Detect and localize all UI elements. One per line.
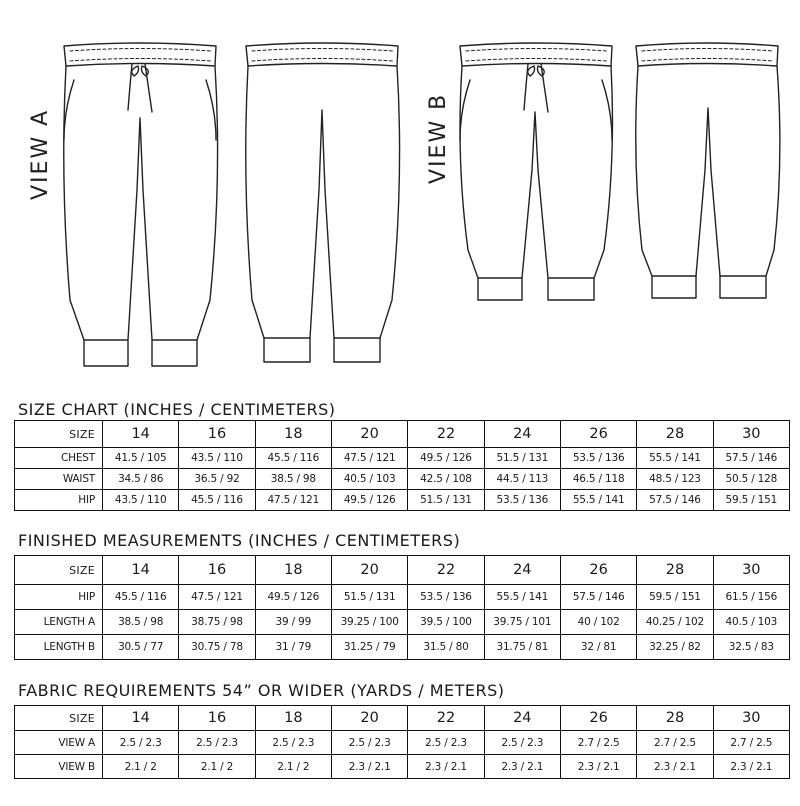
- value-cell: 2.1 / 2: [103, 755, 179, 779]
- row-label: LENGTH A: [15, 610, 103, 635]
- size-cell: 24: [484, 706, 560, 731]
- fabric-requirements-title: FABRIC REQUIREMENTS 54” OR WIDER (YARDS / METERS): [18, 681, 505, 700]
- size-cell: 28: [637, 421, 713, 448]
- value-cell: 49.5 / 126: [331, 490, 407, 511]
- value-cell: 53.5 / 136: [408, 585, 484, 610]
- value-cell: 2.1 / 2: [255, 755, 331, 779]
- value-cell: 51.5 / 131: [408, 490, 484, 511]
- table-row: [15, 448, 790, 469]
- size-cell: 22: [408, 706, 484, 731]
- row-label: VIEW A: [15, 731, 103, 755]
- value-cell: 30.5 / 77: [103, 635, 179, 660]
- view-b-front-drawing: [460, 43, 612, 300]
- value-cell: 2.7 / 2.5: [637, 731, 713, 755]
- value-cell: 2.5 / 2.3: [179, 731, 255, 755]
- row-label: LENGTH B: [15, 635, 103, 660]
- table-row: [15, 469, 790, 490]
- size-cell: 26: [560, 421, 636, 448]
- value-cell: 44.5 / 113: [484, 469, 560, 490]
- value-cell: 57.5 / 146: [560, 585, 636, 610]
- value-cell: 55.5 / 141: [637, 448, 713, 469]
- finished-measurements-title: FINISHED MEASUREMENTS (INCHES / CENTIMETERS): [18, 531, 461, 550]
- row-label: WAIST: [15, 469, 103, 490]
- size-cell: 30: [713, 556, 789, 585]
- value-cell: 32.5 / 83: [713, 635, 789, 660]
- size-cell: 22: [408, 421, 484, 448]
- value-cell: 39.25 / 100: [331, 610, 407, 635]
- size-cell: 30: [713, 421, 789, 448]
- size-cell: 26: [560, 706, 636, 731]
- value-cell: 38.75 / 98: [179, 610, 255, 635]
- value-cell: 39.5 / 100: [408, 610, 484, 635]
- value-cell: 51.5 / 131: [484, 448, 560, 469]
- row-label: SIZE: [15, 706, 103, 731]
- size-cell: 20: [331, 556, 407, 585]
- size-cell: 18: [255, 706, 331, 731]
- row-label: SIZE: [15, 421, 103, 448]
- value-cell: 53.5 / 136: [560, 448, 636, 469]
- value-cell: 49.5 / 126: [408, 448, 484, 469]
- size-cell: 26: [560, 556, 636, 585]
- view-b-back-drawing: [636, 43, 780, 298]
- value-cell: 48.5 / 123: [637, 469, 713, 490]
- value-cell: 45.5 / 116: [103, 585, 179, 610]
- size-cell: 18: [255, 556, 331, 585]
- fabric-requirements-table: [14, 705, 790, 779]
- size-chart-table: [14, 420, 790, 511]
- value-cell: 40.25 / 102: [637, 610, 713, 635]
- size-cell: 16: [179, 421, 255, 448]
- view-a-back-drawing: [246, 43, 400, 362]
- value-cell: 59.5 / 151: [713, 490, 789, 511]
- size-cell: 28: [637, 706, 713, 731]
- size-cell: 24: [484, 556, 560, 585]
- value-cell: 2.5 / 2.3: [255, 731, 331, 755]
- value-cell: 32 / 81: [560, 635, 636, 660]
- value-cell: 50.5 / 128: [713, 469, 789, 490]
- value-cell: 38.5 / 98: [255, 469, 331, 490]
- value-cell: 41.5 / 105: [103, 448, 179, 469]
- value-cell: 31 / 79: [255, 635, 331, 660]
- value-cell: 40.5 / 103: [713, 610, 789, 635]
- value-cell: 32.25 / 82: [637, 635, 713, 660]
- value-cell: 2.3 / 2.1: [713, 755, 789, 779]
- size-cell: 20: [331, 706, 407, 731]
- table-row: [15, 421, 790, 448]
- value-cell: 55.5 / 141: [484, 585, 560, 610]
- size-cell: 20: [331, 421, 407, 448]
- table-row: [15, 635, 790, 660]
- value-cell: 53.5 / 136: [484, 490, 560, 511]
- table-row: [15, 585, 790, 610]
- value-cell: 31.5 / 80: [408, 635, 484, 660]
- size-cell: 28: [637, 556, 713, 585]
- value-cell: 43.5 / 110: [179, 448, 255, 469]
- finished-measurements-table: [14, 555, 790, 660]
- value-cell: 38.5 / 98: [103, 610, 179, 635]
- table-row: [15, 610, 790, 635]
- row-label: VIEW B: [15, 755, 103, 779]
- value-cell: 2.5 / 2.3: [408, 731, 484, 755]
- value-cell: 45.5 / 116: [179, 490, 255, 511]
- value-cell: 40 / 102: [560, 610, 636, 635]
- size-cell: 14: [103, 706, 179, 731]
- value-cell: 2.3 / 2.1: [408, 755, 484, 779]
- value-cell: 61.5 / 156: [713, 585, 789, 610]
- value-cell: 2.3 / 2.1: [637, 755, 713, 779]
- row-label: CHEST: [15, 448, 103, 469]
- value-cell: 59.5 / 151: [637, 585, 713, 610]
- value-cell: 30.75 / 78: [179, 635, 255, 660]
- table-row: [15, 556, 790, 585]
- value-cell: 2.1 / 2: [179, 755, 255, 779]
- size-cell: 22: [408, 556, 484, 585]
- size-cell: 14: [103, 556, 179, 585]
- row-label: HIP: [15, 490, 103, 511]
- value-cell: 2.5 / 2.3: [331, 731, 407, 755]
- value-cell: 43.5 / 110: [103, 490, 179, 511]
- value-cell: 2.3 / 2.1: [484, 755, 560, 779]
- value-cell: 47.5 / 121: [179, 585, 255, 610]
- table-row: [15, 706, 790, 731]
- size-cell: 16: [179, 556, 255, 585]
- value-cell: 2.3 / 2.1: [560, 755, 636, 779]
- value-cell: 49.5 / 126: [255, 585, 331, 610]
- value-cell: 39.75 / 101: [484, 610, 560, 635]
- view-a-label: VIEW A: [28, 108, 53, 200]
- value-cell: 47.5 / 121: [331, 448, 407, 469]
- pants-illustrations: [0, 0, 800, 380]
- value-cell: 57.5 / 146: [713, 448, 789, 469]
- size-cell: 30: [713, 706, 789, 731]
- value-cell: 2.7 / 2.5: [713, 731, 789, 755]
- value-cell: 45.5 / 116: [255, 448, 331, 469]
- size-chart-title: SIZE CHART (INCHES / CENTIMETERS): [18, 400, 336, 419]
- value-cell: 2.7 / 2.5: [560, 731, 636, 755]
- row-label: SIZE: [15, 556, 103, 585]
- size-cell: 18: [255, 421, 331, 448]
- value-cell: 2.5 / 2.3: [484, 731, 560, 755]
- value-cell: 47.5 / 121: [255, 490, 331, 511]
- value-cell: 31.75 / 81: [484, 635, 560, 660]
- value-cell: 36.5 / 92: [179, 469, 255, 490]
- view-a-front-drawing: [64, 43, 218, 366]
- table-row: [15, 490, 790, 511]
- value-cell: 57.5 / 146: [637, 490, 713, 511]
- value-cell: 2.3 / 2.1: [331, 755, 407, 779]
- table-row: [15, 731, 790, 755]
- view-b-label: VIEW B: [426, 92, 451, 184]
- row-label: HIP: [15, 585, 103, 610]
- value-cell: 55.5 / 141: [560, 490, 636, 511]
- table-row: [15, 755, 790, 779]
- size-cell: 16: [179, 706, 255, 731]
- value-cell: 42.5 / 108: [408, 469, 484, 490]
- value-cell: 51.5 / 131: [331, 585, 407, 610]
- value-cell: 46.5 / 118: [560, 469, 636, 490]
- value-cell: 34.5 / 86: [103, 469, 179, 490]
- value-cell: 39 / 99: [255, 610, 331, 635]
- value-cell: 40.5 / 103: [331, 469, 407, 490]
- value-cell: 31.25 / 79: [331, 635, 407, 660]
- size-cell: 24: [484, 421, 560, 448]
- size-cell: 14: [103, 421, 179, 448]
- value-cell: 2.5 / 2.3: [103, 731, 179, 755]
